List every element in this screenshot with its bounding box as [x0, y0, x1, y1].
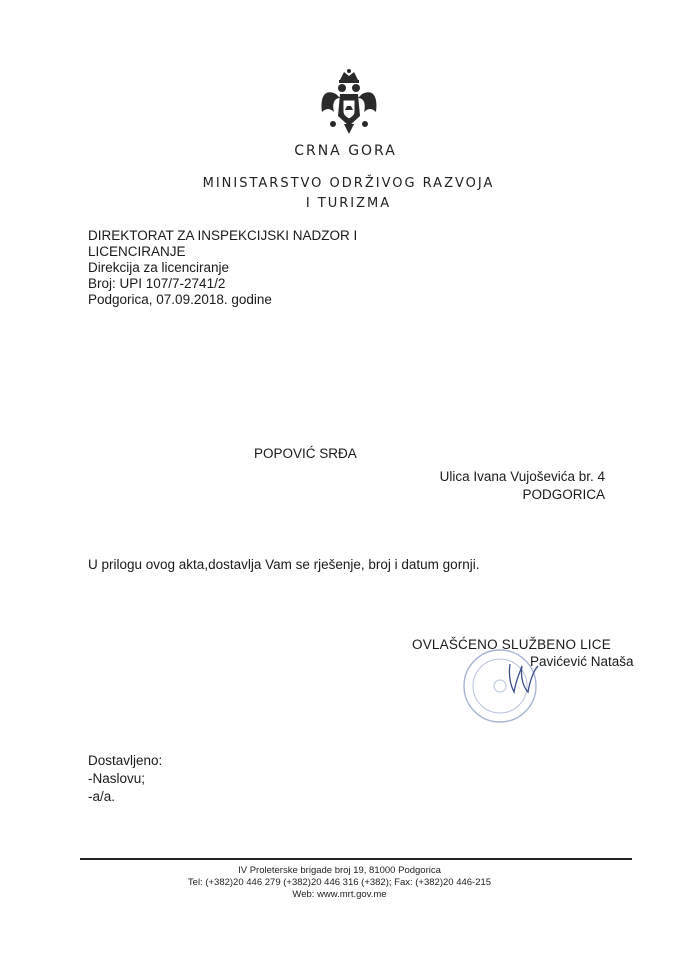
- footer-web: Web: www.mrt.gov.me: [292, 889, 387, 900]
- directorate-unit: Direkcija za licenciranje: [88, 260, 230, 275]
- footer-contacts: [0, 865, 679, 901]
- delivery-list: [88, 752, 162, 806]
- reference-number: Broj: UPI 107/7-2741/2: [88, 276, 226, 291]
- recipient-name: POPOVIĆ SRĐA: [254, 446, 357, 461]
- signatory-title: OVLAŠĆENO SLUŽBENO LICE: [412, 637, 611, 652]
- recipient-address: [440, 468, 605, 504]
- recipient-street: Ulica Ivana Vujoševića br. 4: [439, 469, 605, 484]
- recipient-city: PODGORICA: [522, 487, 605, 502]
- footer-divider: [80, 858, 632, 860]
- sender-block: [88, 228, 357, 308]
- letter-body: U prilogu ovog akta,dostavlja Vam se rješenje, broj i datum gornji.: [88, 557, 480, 572]
- footer-phone-fax: Tel: (+382)20 446 279 (+382)20 446 316 (+382); Fax: (+382)20 446-215: [187, 877, 492, 888]
- footer-address: IV Proleterske brigade broj 19, 81000 Podgorica: [238, 865, 441, 876]
- directorate-line2: LICENCIRANJE: [88, 244, 186, 259]
- signatory-name: Pavićević Nataša: [530, 654, 634, 669]
- directorate-line1: DIREKTORAT ZA INSPEKCIJSKI NADZOR I: [88, 228, 358, 243]
- coat-of-arms-emblem: [318, 68, 380, 138]
- country-name: CRNA GORA: [294, 143, 397, 159]
- delivery-item: -Naslovu;: [88, 771, 146, 786]
- place-date: Podgorica, 07.09.2018. godine: [88, 292, 272, 307]
- delivery-label: Dostavljeno:: [88, 753, 163, 768]
- delivery-item: -a/a.: [88, 789, 116, 804]
- ministry-name-line1: MINISTARSTVO ODRŽIVOG RAZVOJA: [202, 176, 495, 191]
- ministry-name-line2: I TURIZMA: [305, 196, 392, 211]
